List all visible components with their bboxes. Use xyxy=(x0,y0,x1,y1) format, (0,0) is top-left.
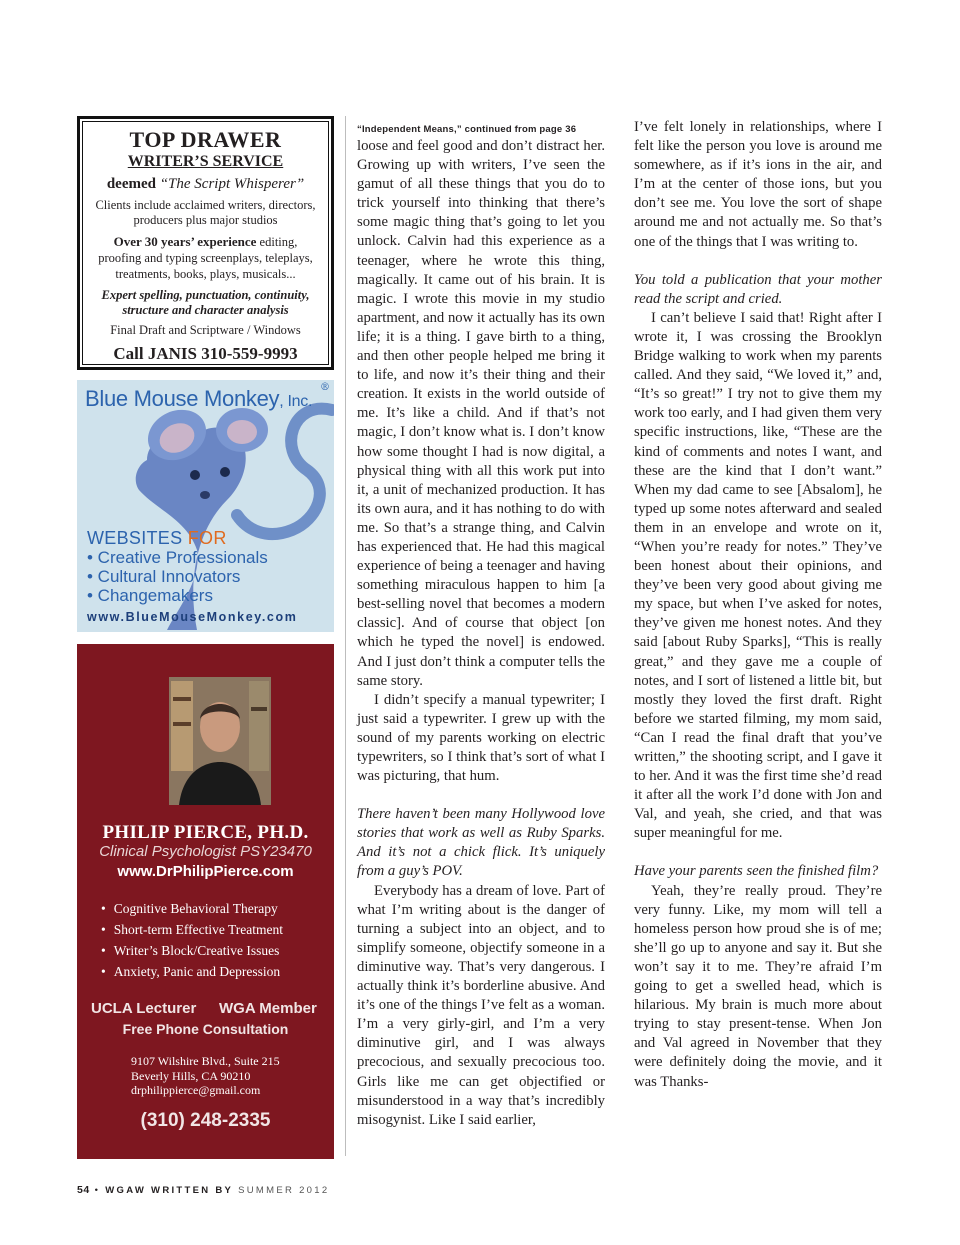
footer-wgaw: WGAW xyxy=(105,1185,147,1196)
wga-member: WGA Member xyxy=(219,1000,317,1017)
list-item: • Short-term Effective Treatment xyxy=(101,919,283,940)
footer-bullet: • xyxy=(94,1185,101,1196)
doctor-title: Clinical Psychologist PSY23470 xyxy=(99,843,312,860)
ad-experience: Over 30 years’ experience editing, proofing and typing screenplays, teleplays, treatments, books, plays, musicals... xyxy=(98,234,313,281)
footer-issue: SUMMER 2012 xyxy=(238,1185,330,1196)
paragraph: I’ve felt lonely in relationships, where I felt like the person you love is around me somewhere, as if it’s ions in the air, and I’m at the center of those ions, but you don’t see me. You love the sort of shape around me and not actually me. So that’s one of the things that I was writing to. xyxy=(634,119,882,250)
address: 9107 Wilshire Blvd., Suite 215 Beverly Hills, CA 90210 drphilippierce@gmail.com xyxy=(131,1054,280,1097)
page-footer xyxy=(77,1184,329,1196)
top-drawer-ad xyxy=(77,116,334,370)
blue-mouse-monkey-ad xyxy=(77,380,334,632)
paragraph: I didn’t specify a manual typewriter; I just said a typewriter. I grew up with the sound of my parents working on electric typewriters, so I think that’s sort of what I was picturing, that hum. xyxy=(357,691,605,785)
paragraph: I can’t believe I said that! Right after I wrote it, I was crossing the Brooklyn Bridge walking to work when my parents called. And they said, “We loved it,” and, “It’s so great!” I try not to give them my work too early, and I had given them very specific instructions, like, “These are the kind of comments and notes I want, and these are the kind that I don’t want.” When my dad came to see [Absalom], he typed up some notes afterward and sealed them in an envelope and wrote on it, “When you’re ready for notes.” They’ve been honest about their opinions, and they’ve been very good about giving me my space, but when I’ve asked for notes, they’ve given me honest notes. And they said [about Ruby Sparks], “This is really great,” and they gave me a couple of notes, and I sort of listened a little bit, but mostly they loved the first draft. Right before we started filming, my mom said, “Can I read the final draft that you’ve written,” the shooting script, and I gave it to her. And it was the first time she’d read it after all the work I’d done with Jon and Val, and yeah, she cried, and that was super meaningful for me. xyxy=(634,309,882,842)
col2-body xyxy=(357,137,605,1130)
article-column-2 xyxy=(357,123,605,1130)
ad-title: TOP DRAWER xyxy=(129,127,282,152)
philip-pierce-ad xyxy=(77,644,334,1159)
portrait-photo xyxy=(169,677,271,805)
paragraph: Everybody has a dream of love. Part of what I’m writing about is the danger of turning a subject into an object, and to simplify someone, objectify someone in a diminutive way. That’s very dangerous. I actually think it’s borderline abusive. And it’s one of the things I’ve felt as a woman. I’m a very girly-girl, and I’m a very diminutive girl, and I was always precocious, and sexually precocious too. Girls like me can get objectified or misunderstood in a way that’s incredibly misogynist. Like I said earlier, xyxy=(357,882,605,1128)
continued-line: “Independent Means,” continued from page 36 xyxy=(357,124,577,135)
list-item: • Cognitive Behavioral Therapy xyxy=(101,898,283,919)
ad-call: Call JANIS 310-559-9993 xyxy=(113,344,298,363)
ad-clients: Clients include acclaimed writers, directors, producers plus major studios xyxy=(95,198,316,227)
page-number: 54 xyxy=(77,1184,90,1196)
bmm-logo: Blue Mouse Monkey, Inc. xyxy=(85,386,313,411)
portrait-illustration xyxy=(169,677,271,805)
list-item: • Changemakers xyxy=(87,586,213,605)
email-link[interactable]: drphilippierce@gmail.com xyxy=(131,1083,261,1097)
paragraph: loose and feel good and don’t distract her. Growing up with writers, I’ve seen the gamut of all these things that you do to trick yourself into thinking that there’s some magic thing that’s going to let you unlock. Calvin had this experience as a teenager, where he wrote this thing, magically. It came out of his brain. It is magic. I wrote this movie in my studio apartment, and now it actually has its own life; it is a thing. I gave birth to a thing, and then other people helped me bring it to life, and now it’s their thing and their creation. It exists in the world outside of me. It’s like a child. And if that’s not magic, I don’t know what is. I don’t know how some thought I had is now digital, a physical thing with all this work put into it, a unit of mechanized production. It has its own aura, and it has nothing to do with me. So that’s a strange thing, and Calvin has experienced that. He had this magical experience of being a teenager and having something miraculous happen to him [a best-selling novel that becomes a modern classic]. And of course that object [on which he typed the novel] is endowed. And I just don’t think a computer tells the same story. xyxy=(357,138,605,689)
ad-deemed: deemed “The Script Whisperer” xyxy=(106,176,305,192)
list-item: • Creative Professionals xyxy=(87,548,268,567)
interview-question: There haven’t been many Hollywood love stories that work as well as Ruby Sparks. And it’s not a chick flick. It’s uniquely from a guy’s POV. xyxy=(357,806,605,880)
doctor-name: PHILIP PIERCE, PH.D. xyxy=(102,822,309,843)
bmm-list xyxy=(87,548,268,605)
article-column-3 xyxy=(634,118,882,1092)
ad-subtitle: WRITER’S SERVICE xyxy=(127,153,284,170)
interview-question: You told a publication that your mother read the script and cried. xyxy=(634,271,882,307)
registered-mark: ® xyxy=(320,382,330,393)
bmm-heading: WEBSITES FOR xyxy=(87,528,227,548)
col3-body xyxy=(634,118,882,1092)
footer-written-by: WRITTEN BY xyxy=(151,1185,234,1196)
free-consultation: Free Phone Consultation xyxy=(122,1021,289,1037)
services-list xyxy=(101,898,283,982)
ad-expert: Expert spelling, punctuation, continuity, structure and character analysis xyxy=(101,288,310,317)
column-divider xyxy=(345,116,346,1156)
list-item: • Writer’s Block/Creative Issues xyxy=(101,940,283,961)
phone-number: (310) 248-2335 xyxy=(140,1110,271,1131)
ucla-lecturer: UCLA Lecturer xyxy=(91,1000,197,1017)
list-item: • Cultural Innovators xyxy=(87,567,241,586)
bmm-url[interactable]: www.BlueMouseMonkey.com xyxy=(87,610,298,624)
list-item: • Anxiety, Panic and Depression xyxy=(101,961,283,982)
interview-question: Have your parents seen the finished film? xyxy=(634,863,879,880)
ad-software: Final Draft and Scriptware / Windows xyxy=(110,323,301,337)
doctor-website[interactable]: www.DrPhilipPierce.com xyxy=(117,863,294,880)
paragraph: Yeah, they’re really proud. They’re very funny. Like, my mom will tell a homeless person how proud she is of me; she’ll go up to anyone and say it. But she won’t say it to me. They’re afraid I’m going to get a swelled head, which is hilarious. My brain is much more about trying to stay present-tense. When Jon and Val agreed in November that they were definitely doing the movie, and it was Thanks- xyxy=(634,882,882,1090)
